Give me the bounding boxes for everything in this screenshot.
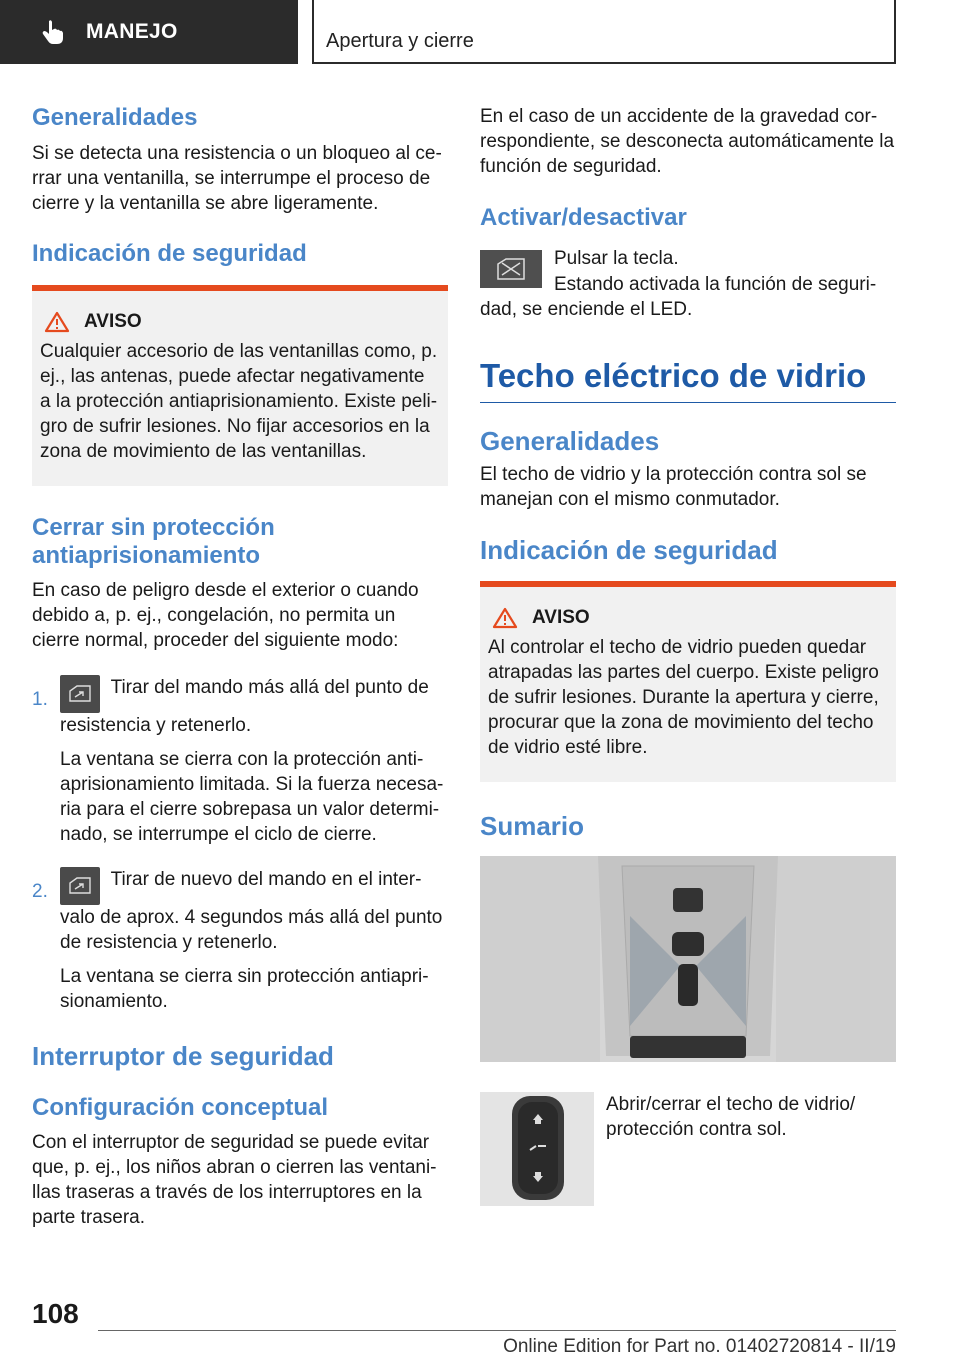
warning-title: AVISO xyxy=(84,311,142,332)
warning-box xyxy=(32,285,448,486)
footer-divider xyxy=(98,1330,896,1331)
warning-triangle-icon xyxy=(44,311,70,333)
list-item xyxy=(32,867,448,1014)
chapter-title: Apertura y cierre xyxy=(326,30,474,52)
warning-title: AVISO xyxy=(532,607,590,628)
window-switch-icon xyxy=(60,675,100,713)
roof-switch-photo xyxy=(480,1092,594,1206)
heading-indicacion: Indicación de seguridad xyxy=(32,240,307,267)
warning-text: Cualquier accesorio de las ventanillas como, p. ej., las antenas, puede afectar negativamente a la protección antiaprisionamiento. Existe peli-gro de sufrir lesiones. No fijar accesorios en la zona de movimiento de las ventanillas. xyxy=(40,341,438,462)
step-subtext: La ventana se cierra con la protección anti-aprisionamiento limitada. Si la fuerza necesa-ria para el cierre sobrepasa un valor determi-nado, se interrumpe el ciclo de cierre. xyxy=(60,749,444,845)
pulsar-text: Pulsar la tecla. xyxy=(554,248,679,269)
heading-generalidades: Generalidades xyxy=(32,104,198,131)
footer-edition: Online Edition for Part no. 01402720814 - II/19 xyxy=(503,1336,896,1357)
warning-text: Al controlar el techo de vidrio pueden quedar atrapadas las partes del cuerpo. Existe peligro de sufrir lesiones. Durante la apertura y cierre, procurar que la zona de movimiento del techo de vidrio esté libre. xyxy=(488,637,879,758)
estando-text: Estando activada la función de seguri-dad, se enciende el LED. xyxy=(480,274,877,320)
heading-cerrar: Cerrar sin protección antiaprisionamiento xyxy=(32,514,275,569)
right-column xyxy=(480,100,896,1206)
paragraph-generalidades-techo: El techo de vidrio y la protección contra sol se manejan con el mismo conmutador. xyxy=(480,464,867,510)
paragraph-cerrar: En caso de peligro desde el exterior o cuando debido a, p. ej., congelación, no permita un cierre normal, proceder del siguiente modo: xyxy=(32,580,419,651)
heading-techo: Techo eléctrico de vidrio xyxy=(480,356,896,403)
window-switch-icon xyxy=(60,867,100,905)
roof-console-photo xyxy=(480,856,896,1062)
heading-config: Configuración conceptual xyxy=(32,1094,329,1121)
step-text: Tirar del mando más allá del punto de resistencia y retenerlo. xyxy=(60,677,429,736)
heading-interruptor: Interruptor de seguridad xyxy=(32,1041,334,1071)
warning-triangle-icon xyxy=(492,607,518,629)
step-subtext: La ventana se cierra sin protección antiapri-sionamiento. xyxy=(60,966,429,1012)
hand-pointer-icon xyxy=(42,19,64,45)
child-lock-button-icon xyxy=(480,250,542,288)
heading-activar: Activar/desactivar xyxy=(480,204,687,231)
paragraph-generalidades: Si se detecta una resistencia o un bloqueo al ce-rrar una ventanilla, se interrumpe el proceso de cierre y la ventanilla se abre ligeramente. xyxy=(32,143,442,214)
heading-sumario: Sumario xyxy=(480,811,585,841)
page-number: 108 xyxy=(32,1298,79,1329)
warning-box xyxy=(480,581,896,782)
section-tab xyxy=(0,0,298,64)
section-label: MANEJO xyxy=(86,20,178,43)
heading-indicacion-techo: Indicación de seguridad xyxy=(480,535,778,565)
step-number: 1. xyxy=(32,689,48,710)
paragraph-config: Con el interruptor de seguridad se puede evitar que, p. ej., los niños abran o cierren las ventani-llas traseras a través de los interruptores en la parte trasera. xyxy=(32,1132,437,1228)
paragraph-accidente: En el caso de un accidente de la gravedad cor-respondiente, se desconecta automáticamente la función de seguridad. xyxy=(480,106,895,177)
list-item xyxy=(32,675,448,847)
step-number: 2. xyxy=(32,881,48,902)
heading-generalidades-techo: Generalidades xyxy=(480,426,660,456)
left-column xyxy=(32,100,448,1230)
step-text: Tirar de nuevo del mando en el inter-valo de aprox. 4 segundos más allá del punto de resistencia y retenerlo. xyxy=(60,869,443,953)
abrir-text: Abrir/cerrar el techo de vidrio/ protección contra sol. xyxy=(606,1094,856,1140)
chapter-header xyxy=(312,0,896,64)
